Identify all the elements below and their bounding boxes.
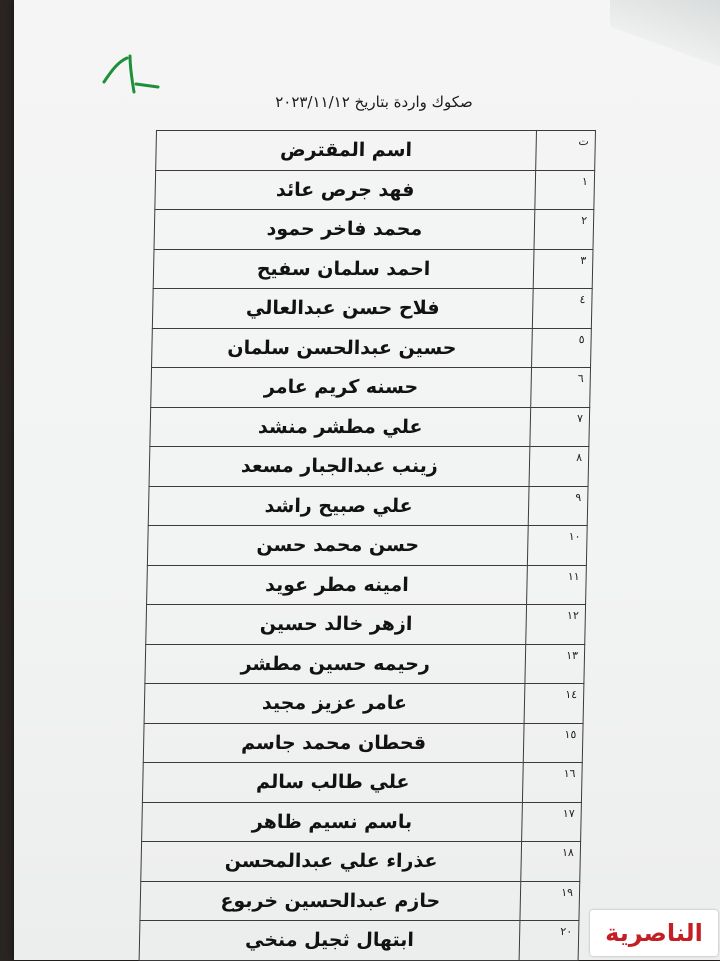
borrower-name: حسين عبدالحسن سلمان <box>152 328 533 368</box>
borrower-name: عامر عزيز مجيد <box>144 684 525 724</box>
table-row <box>143 723 583 763</box>
borrower-name: ازهر خالد حسين <box>146 605 527 645</box>
row-index: ٢ <box>534 210 594 250</box>
row-index: ١٦ <box>522 763 582 803</box>
table-row <box>145 644 585 684</box>
borrowers-table <box>139 130 596 961</box>
table-row <box>151 368 591 408</box>
watermark-logo <box>590 910 718 956</box>
table-row <box>153 249 593 289</box>
row-index: ٩ <box>528 486 588 526</box>
row-index: ١٩ <box>520 881 580 921</box>
borrower-name: حسن محمد حسن <box>147 526 528 566</box>
borrower-name: زينب عبدالجبار مسعد <box>149 447 530 487</box>
row-index: ١١ <box>527 565 587 605</box>
row-index: ١٣ <box>525 644 585 684</box>
row-index: ١٤ <box>524 684 584 724</box>
row-index: ١٢ <box>526 605 586 645</box>
borrower-name: امينه مطر عويد <box>147 565 528 605</box>
table-row <box>139 921 579 961</box>
row-index: ٦ <box>531 368 591 408</box>
table-row <box>149 447 589 487</box>
borrower-name: علي صبيح راشد <box>148 486 529 526</box>
row-index: ١٧ <box>522 802 582 842</box>
borrower-name: محمد فاخر حمود <box>154 210 535 250</box>
document-title: صكوك واردة بتاريخ ٢٠٢٣/١١/١٢ <box>275 93 473 111</box>
row-index: ٣ <box>533 249 593 289</box>
borrower-name: فلاح حسن عبدالعالي <box>152 289 533 329</box>
table-row <box>140 881 580 921</box>
row-index: ٤ <box>532 289 592 329</box>
table-row <box>144 684 584 724</box>
borrower-name: ابتهال ثجيل منخي <box>139 921 520 961</box>
borrower-name: قحطان محمد جاسم <box>143 723 524 763</box>
borrower-name: احمد سلمان سفيح <box>153 249 534 289</box>
table-row <box>147 526 587 566</box>
table-row <box>141 842 581 882</box>
table-row <box>154 210 594 250</box>
row-index: ٧ <box>530 407 590 447</box>
row-index: ٨ <box>529 447 589 487</box>
table-row <box>150 407 590 447</box>
borrower-name: رحيمه حسين مطشر <box>145 644 526 684</box>
table-row <box>152 289 592 329</box>
row-index: ١٥ <box>523 723 583 763</box>
handwritten-mark-icon <box>100 52 162 96</box>
header-name: اسم المقترض <box>156 131 537 171</box>
table-row <box>152 328 592 368</box>
borrower-name: علي طالب سالم <box>142 763 523 803</box>
row-index: ١ <box>535 170 595 210</box>
watermark-text: الناصرية <box>605 919 703 947</box>
header-index: ت <box>536 131 596 171</box>
row-index: ٥ <box>532 328 592 368</box>
table-row <box>148 486 588 526</box>
borrower-name: باسم نسيم ظاهر <box>142 802 523 842</box>
borrower-name: فهد جرص عائد <box>155 170 536 210</box>
table-header-row <box>156 131 596 171</box>
borrower-name: حازم عبدالحسين خربوع <box>140 881 521 921</box>
table-row <box>146 605 586 645</box>
row-index: ٢٠ <box>519 921 579 961</box>
table-row <box>142 802 582 842</box>
row-index: ١٨ <box>521 842 581 882</box>
page-fold <box>610 0 720 70</box>
table-row <box>147 565 587 605</box>
borrower-name: علي مطشر منشد <box>150 407 531 447</box>
borrower-name: حسنه كريم عامر <box>151 368 532 408</box>
table-row <box>155 170 595 210</box>
table-row <box>142 763 582 803</box>
row-index: ١٠ <box>527 526 587 566</box>
borrower-name: عذراء علي عبدالمحسن <box>141 842 522 882</box>
